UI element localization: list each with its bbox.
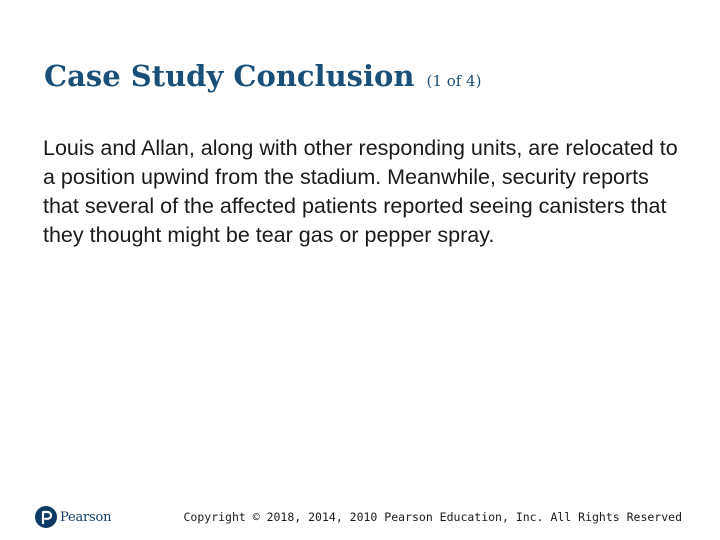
title-text: Case Study Conclusion: [44, 59, 415, 93]
logo-wordmark: Pearson: [60, 509, 112, 525]
pearson-logo: [35, 505, 111, 529]
body-paragraph: Louis and Allan, along with other responding units, are relocated to a position upwind from the stadium. Meanwhile, security reports that several of the affected patients reported seeing canisters that they thought might be tear gas or pepper spray.: [43, 136, 678, 247]
title-counter: (1 of 4): [426, 72, 482, 90]
slide-title: [44, 56, 684, 101]
copyright-notice: Copyright © 2018, 2014, 2010 Pearson Education, Inc. All Rights Reserved: [183, 510, 682, 524]
pearson-p-icon: [35, 506, 57, 528]
